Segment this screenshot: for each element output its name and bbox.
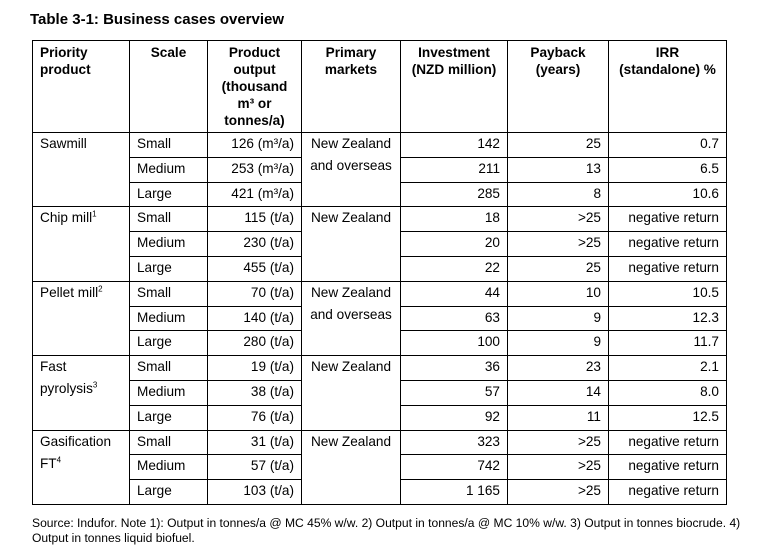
payback-cell: >25 — [508, 480, 609, 505]
product-note-marker: 1 — [92, 209, 97, 219]
output-cell: 126 (m³/a) — [208, 133, 302, 158]
table-title: Table 3-1: Business cases overview — [30, 11, 285, 28]
output-cell: 57 (t/a) — [208, 455, 302, 480]
scale-cell: Large — [130, 405, 208, 430]
payback-cell: >25 — [508, 430, 609, 455]
investment-cell: 1 165 — [401, 480, 508, 505]
investment-cell: 100 — [401, 331, 508, 356]
cropped-text-line — [0, 0, 777, 4]
scale-cell: Large — [130, 331, 208, 356]
investment-cell: 20 — [401, 232, 508, 257]
payback-cell: >25 — [508, 455, 609, 480]
output-cell: 455 (t/a) — [208, 256, 302, 281]
header-row — [33, 41, 727, 133]
product-note-marker: 3 — [92, 380, 98, 390]
investment-cell: 92 — [401, 405, 508, 430]
investment-cell: 44 — [401, 281, 508, 306]
investment-cell: 142 — [401, 133, 508, 158]
scale-cell: Small — [130, 133, 208, 158]
payback-cell: 9 — [508, 306, 609, 331]
payback-cell: 8 — [508, 182, 609, 207]
irr-cell: 12.3 — [609, 306, 727, 331]
payback-cell: 14 — [508, 380, 609, 405]
scale-cell: Small — [130, 207, 208, 232]
payback-cell: 25 — [508, 256, 609, 281]
irr-cell: 12.5 — [609, 405, 727, 430]
header-output: Product output (thousand m³ or tonnes/a) — [208, 41, 302, 133]
output-cell: 421 (m³/a) — [208, 182, 302, 207]
investment-cell: 22 — [401, 256, 508, 281]
payback-cell: 10 — [508, 281, 609, 306]
header-payback: Payback (years) — [508, 41, 609, 133]
irr-cell: negative return — [609, 232, 727, 257]
product-cell — [33, 133, 130, 207]
table-row — [33, 133, 727, 158]
scale-cell: Small — [130, 356, 208, 381]
scale-cell: Medium — [130, 380, 208, 405]
irr-cell: negative return — [609, 207, 727, 232]
investment-cell: 211 — [401, 157, 508, 182]
header-product: Priority product — [33, 41, 130, 133]
scale-cell: Large — [130, 480, 208, 505]
table-footnote: Source: Indufor. Note 1): Output in tonnes/a @ MC 45% w/w. 2) Output in tonnes/a @ MC 10% w/w. 3) Output in tonnes biocrude. 4) Output in tonnes liquid biofuel. — [32, 516, 741, 545]
irr-cell: 6.5 — [609, 157, 727, 182]
header-investment: Investment (NZD million) — [401, 41, 508, 133]
payback-cell: >25 — [508, 207, 609, 232]
header-markets: Primary markets — [302, 41, 401, 133]
irr-cell: negative return — [609, 430, 727, 455]
irr-cell: 0.7 — [609, 133, 727, 158]
output-cell: 70 (t/a) — [208, 281, 302, 306]
markets-cell: New Zealand and overseas — [302, 281, 401, 355]
product-cell — [33, 207, 130, 281]
irr-cell: 10.5 — [609, 281, 727, 306]
irr-cell: negative return — [609, 455, 727, 480]
investment-cell: 57 — [401, 380, 508, 405]
output-cell: 19 (t/a) — [208, 356, 302, 381]
scale-cell: Small — [130, 281, 208, 306]
product-name: Fast pyrolysis — [40, 359, 93, 397]
scale-cell: Medium — [130, 157, 208, 182]
irr-cell: 11.7 — [609, 331, 727, 356]
table-row — [33, 207, 727, 232]
payback-cell: 11 — [508, 405, 609, 430]
output-cell: 280 (t/a) — [208, 331, 302, 356]
payback-cell: 9 — [508, 331, 609, 356]
investment-cell: 36 — [401, 356, 508, 381]
markets-cell: New Zealand — [302, 207, 401, 281]
scale-cell: Medium — [130, 455, 208, 480]
header-irr: IRR (standalone) % — [609, 41, 727, 133]
scale-cell: Medium — [130, 232, 208, 257]
scale-cell: Medium — [130, 306, 208, 331]
payback-cell: 25 — [508, 133, 609, 158]
markets-cell: New Zealand — [302, 356, 401, 430]
scale-cell: Large — [130, 182, 208, 207]
investment-cell: 63 — [401, 306, 508, 331]
markets-cell: New Zealand — [302, 430, 401, 504]
output-cell: 103 (t/a) — [208, 480, 302, 505]
product-note-marker: 2 — [98, 284, 103, 294]
product-cell — [33, 430, 130, 504]
product-name: Pellet mill — [40, 284, 99, 300]
output-cell: 38 (t/a) — [208, 380, 302, 405]
product-note-marker: 4 — [56, 455, 62, 465]
investment-cell: 18 — [401, 207, 508, 232]
product-name: Sawmill — [40, 136, 87, 151]
scale-cell: Small — [130, 430, 208, 455]
table-row — [33, 430, 727, 455]
product-cell — [33, 356, 130, 430]
business-cases-table — [32, 40, 727, 505]
payback-cell: >25 — [508, 232, 609, 257]
irr-cell: negative return — [609, 256, 727, 281]
output-cell: 76 (t/a) — [208, 405, 302, 430]
product-name: Chip mill — [40, 210, 93, 226]
output-cell: 140 (t/a) — [208, 306, 302, 331]
payback-cell: 23 — [508, 356, 609, 381]
irr-cell: 10.6 — [609, 182, 727, 207]
irr-cell: negative return — [609, 480, 727, 505]
table-row — [33, 356, 727, 381]
irr-cell: 8.0 — [609, 380, 727, 405]
markets-cell: New Zealand and overseas — [302, 133, 401, 207]
table-row — [33, 281, 727, 306]
irr-cell: 2.1 — [609, 356, 727, 381]
product-cell — [33, 281, 130, 355]
investment-cell: 285 — [401, 182, 508, 207]
output-cell: 31 (t/a) — [208, 430, 302, 455]
investment-cell: 742 — [401, 455, 508, 480]
output-cell: 253 (m³/a) — [208, 157, 302, 182]
output-cell: 115 (t/a) — [208, 207, 302, 232]
scale-cell: Large — [130, 256, 208, 281]
header-scale: Scale — [130, 41, 208, 133]
investment-cell: 323 — [401, 430, 508, 455]
output-cell: 230 (t/a) — [208, 232, 302, 257]
payback-cell: 13 — [508, 157, 609, 182]
product-name: Gasification FT — [40, 433, 112, 471]
